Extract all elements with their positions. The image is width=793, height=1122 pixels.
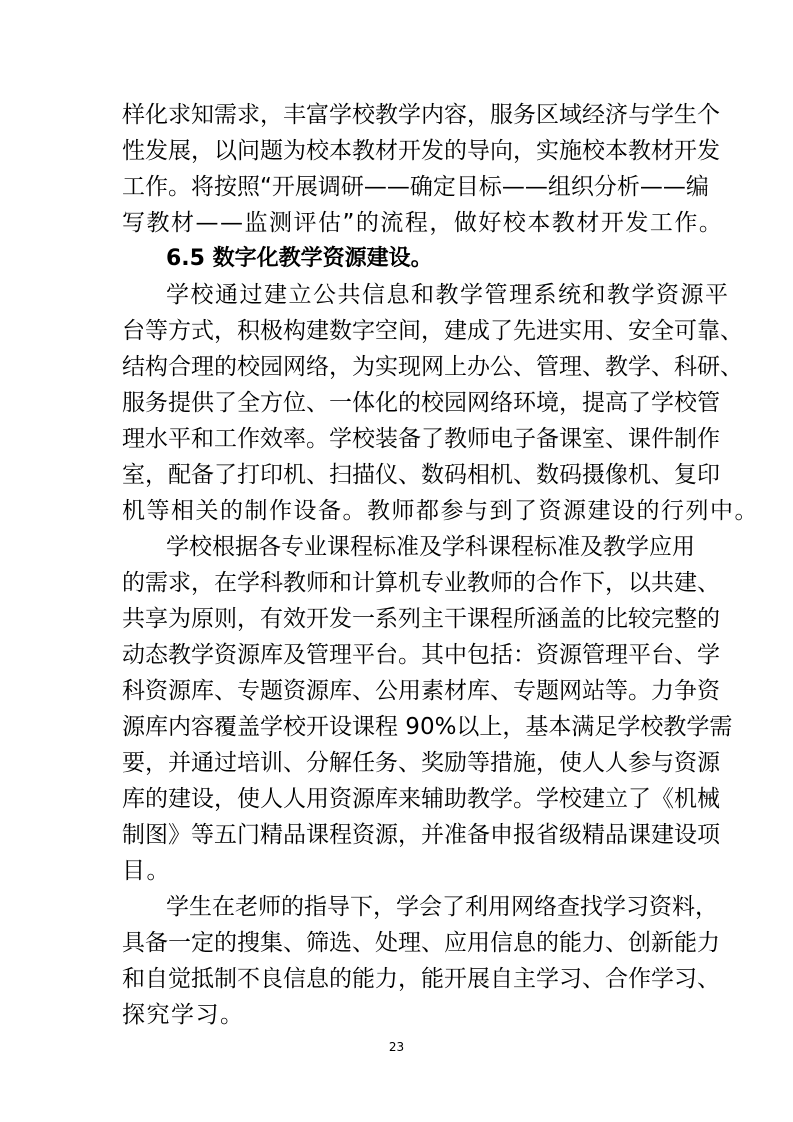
paragraph-2-line-1: 学校通过建立公共信息和教学管理系统和教学资源平 (166, 282, 730, 308)
paragraph-2-line-6: 室，配备了打印机、扫描仪、数码相机、数码摄像机、复印 (122, 462, 720, 488)
section-heading: 6.5 数字化教学资源建设。 (166, 246, 433, 271)
paragraph-4-line-1: 学生在老师的指导下，学会了利用网络查找学习资料， (166, 894, 718, 920)
page-number: 23 (388, 1040, 405, 1054)
paragraph-3-line-3: 共享为原则，有效开发一系列主干课程所涵盖的比较完整的 (122, 606, 720, 632)
paragraph-3-line-8: 库的建设，使人人用资源库来辅助教学。学校建立了《机械 (122, 786, 720, 812)
paragraph-3-line-1: 学校根据各专业课程标准及学科课程标准及教学应用 (166, 534, 695, 560)
paragraph-1-line-4: 写教材——监测评估”的流程，做好校本教材开发工作。 (122, 210, 724, 236)
paragraph-2-line-7: 机等相关的制作设备。教师都参与到了资源建设的行列中。 (122, 498, 759, 524)
paragraph-3-line-2: 的需求，在学科教师和计算机专业教师的合作下，以共建、 (122, 570, 720, 596)
paragraph-4-line-4: 探究学习。 (122, 1002, 245, 1028)
paragraph-3-line-4: 动态教学资源库及管理平台。其中包括：资源管理平台、学 (122, 642, 720, 668)
paragraph-1-line-1: 样化求知需求，丰富学校教学内容，服务区域经济与学生个 (122, 102, 720, 128)
paragraph-2-line-4: 服务提供了全方位、一体化的校园网络环境，提高了学校管 (122, 390, 720, 416)
paragraph-1-line-3: 工作。将按照“开展调研——确定目标——组织分析——编 (122, 174, 709, 200)
paragraph-3-line-7: 要，并通过培训、分解任务、奖励等措施，使人人参与资源 (122, 750, 720, 776)
paragraph-3-line-10: 目。 (122, 858, 171, 884)
paragraph-3-line-6: 源库内容覆盖学校开设课程 90%以上，基本满足学校教学需 (122, 714, 733, 740)
paragraph-2-line-5: 理水平和工作效率。学校装备了教师电子备课室、课件制作 (122, 426, 720, 452)
paragraph-1-line-2: 性发展，以问题为校本教材开发的导向，实施校本教材开发 (122, 138, 720, 164)
paragraph-4-line-3: 和自觉抵制不良信息的能力，能开展自主学习、合作学习、 (122, 966, 720, 992)
paragraph-4-line-2: 具备一定的搜集、筛选、处理、应用信息的能力、创新能力 (122, 930, 720, 956)
paragraph-2-line-2: 台等方式，积极构建数字空间，建成了先进实用、安全可靠、 (122, 318, 743, 344)
paragraph-3-line-9: 制图》等五门精品课程资源，并准备申报省级精品课建设项 (122, 822, 720, 848)
paragraph-3-line-5: 科资源库、专题资源库、公用素材库、专题网站等。力争资 (122, 678, 720, 704)
paragraph-2-line-3: 结构合理的校园网络，为实现网上办公、管理、教学、科研、 (122, 354, 743, 380)
